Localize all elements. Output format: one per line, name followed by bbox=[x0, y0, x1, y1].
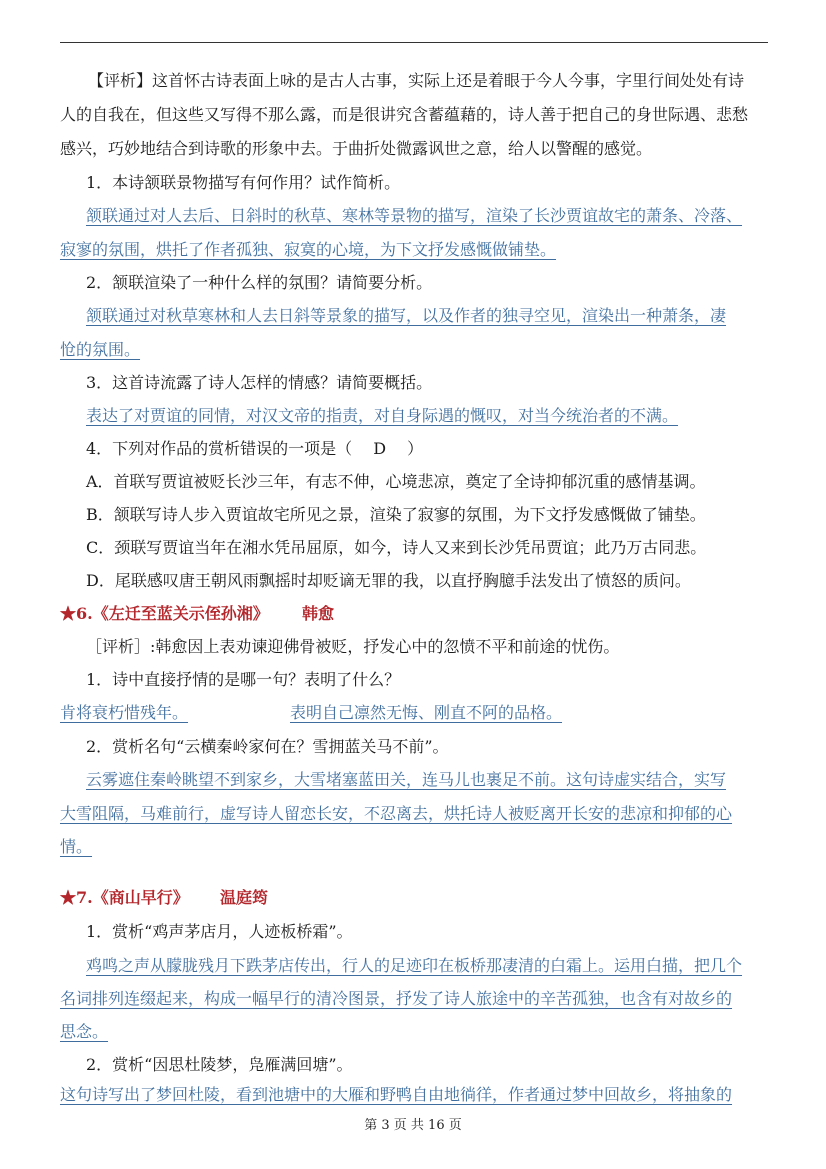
section-6-title: ★6.《左迁至蓝关示侄孙湘》 bbox=[60, 604, 269, 623]
question-2: 2．颔联渲染了一种什么样的氛围？请简要分析。 bbox=[86, 273, 433, 292]
section-7-question-1: 1．赏析“鸡声茅店月，人迹板桥霜”。 bbox=[86, 922, 353, 941]
option-c: C．颈联写贾谊当年在湘水凭吊屈原，如今，诗人又来到长沙凭吊贾谊；此乃万古同悲。 bbox=[86, 538, 707, 557]
section-6-question-1: 1．诗中直接抒情的是哪一句？表明了什么？ bbox=[86, 670, 401, 689]
commentary-line-1: 【评析】这首怀古诗表面上咏的是古人古事，实际上还是着眼于今人今事，字里行间处处有诗 bbox=[88, 71, 745, 90]
section-7-title: ★7.《商山早行》 bbox=[60, 888, 189, 907]
answer-3-line-1: 表达了对贾谊的同情，对汉文帝的指责，对自身际遇的慨叹，对当今统治者的不满。 bbox=[86, 406, 679, 425]
section-6-author: 韩愈 bbox=[302, 604, 335, 623]
header-rule bbox=[60, 42, 768, 43]
section-6-commentary: ［评析］:韩愈因上表劝谏迎佛骨被贬，抒发心中的忽愤不平和前途的忧伤。 bbox=[86, 637, 620, 656]
answer-1-line-2: 寂寥的氛围，烘托了作者孤独、寂寞的心境，为下文抒发感慨做铺垫。 bbox=[60, 240, 557, 259]
section-6-answer-1b: 表明自己凛然无悔、刚直不阿的品格。 bbox=[290, 703, 563, 722]
question-1: 1．本诗颔联景物描写有何作用？试作简析。 bbox=[86, 173, 401, 192]
section-6-answer-1a: 肯将衰朽惜残年。 bbox=[60, 703, 189, 722]
section-7-question-2: 2．赏析“因思杜陵梦，凫雁满回塘”。 bbox=[86, 1055, 353, 1074]
section-7-answer-1-line-1: 鸡鸣之声从朦胧残月下跌茅店传出，行人的足迹印在板桥那凄清的白霜上。运用白描，把几个 bbox=[86, 956, 743, 975]
section-6-question-2: 2．赏析名句“云横秦岭家何在？雪拥蓝关马不前”。 bbox=[86, 737, 449, 756]
commentary-line-2: 人的自我在，但这些又写得不那么露，而是很讲究含蓄蕴藉的，诗人善于把自己的身世际遇、悲愁 bbox=[60, 105, 749, 124]
answer-2-line-2: 怆的氛围。 bbox=[60, 340, 141, 359]
section-7-answer-2-line-1: 这句诗写出了梦回杜陵，看到池塘中的大雁和野鸭自由地徜徉，作者通过梦中回故乡，将抽象的 bbox=[60, 1085, 733, 1104]
section-6-answer-2-line-2: 大雪阻隔，马难前行，虚写诗人留恋长安，不忍离去，烘托诗人被贬离开长安的悲凉和抑郁的心 bbox=[60, 804, 733, 823]
question-4: 4．下列对作品的赏析错误的一项是（ D ） bbox=[86, 439, 424, 458]
section-6-answer-2-line-3: 情。 bbox=[60, 837, 93, 856]
answer-1-line-1: 颔联通过对人去后、日斜时的秋草、寒林等景物的描写，渲染了长沙贾谊故宅的萧条、冷落、 bbox=[86, 206, 743, 225]
page-number: 第 3 页 共 16 页 bbox=[364, 1118, 462, 1133]
section-7-answer-1-line-2: 名词排列连缀起来，构成一幅早行的清冷图景，抒发了诗人旅途中的辛苦孤独，也含有对故乡的 bbox=[60, 989, 733, 1008]
section-6-answer-2-line-1: 云雾遮住秦岭眺望不到家乡，大雪堵塞蓝田关，连马儿也裹足不前。这句诗虚实结合，实写 bbox=[86, 770, 727, 789]
option-b: B．颔联写诗人步入贾谊故宅所见之景，渲染了寂寥的氛围，为下文抒发感慨做了铺垫。 bbox=[86, 505, 706, 524]
option-d: D．尾联感叹唐王朝风雨飘摇时却贬谪无罪的我，以直抒胸臆手法发出了愤怒的质问。 bbox=[86, 571, 691, 590]
option-a: A．首联写贾谊被贬长沙三年，有志不伸，心境悲凉，奠定了全诗抑郁沉重的感情基调。 bbox=[86, 472, 706, 491]
commentary-line-3: 感兴，巧妙地结合到诗歌的形象中去。于曲折处微露讽世之意，给人以警醒的感觉。 bbox=[60, 139, 653, 158]
answer-2-line-1: 颔联通过对秋草寒林和人去日斜等景象的描写，以及作者的独寻空见，渲染出一种萧条，凄 bbox=[86, 306, 727, 325]
section-7-answer-1-line-3: 思念。 bbox=[60, 1022, 109, 1041]
section-7-author: 温庭筠 bbox=[220, 888, 269, 907]
question-3: 3．这首诗流露了诗人怎样的情感？请简要概括。 bbox=[86, 373, 433, 392]
